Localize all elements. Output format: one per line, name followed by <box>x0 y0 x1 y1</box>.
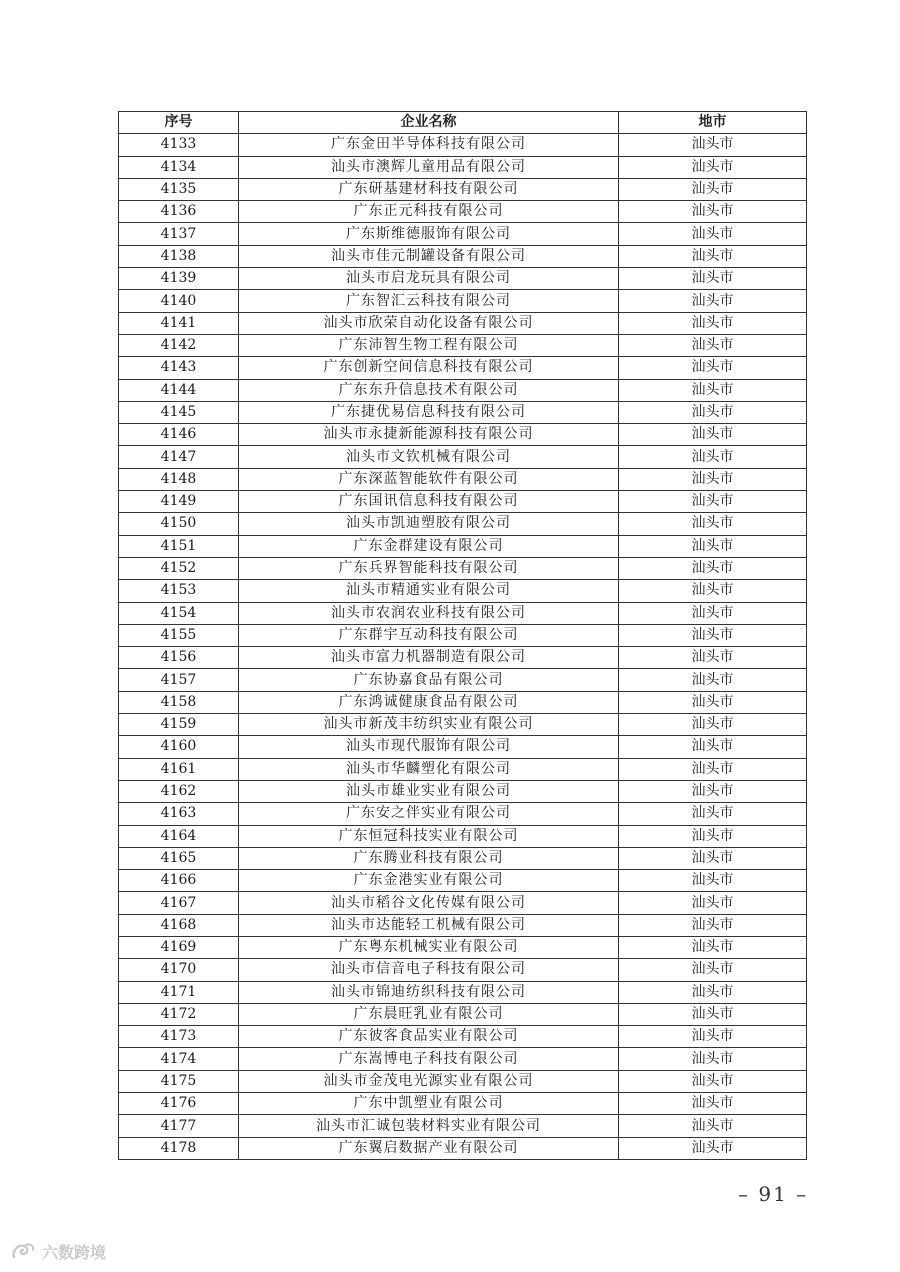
company-name-cell: 广东中凯塑业有限公司 <box>239 1093 619 1115</box>
serial-number-cell: 4161 <box>119 758 239 780</box>
city-cell: 汕头市 <box>619 513 807 535</box>
company-name-cell: 汕头市达能轻工机械有限公司 <box>239 914 619 936</box>
watermark-text: 六数跨境 <box>42 1243 107 1262</box>
table-row <box>119 156 807 178</box>
company-name-cell: 广东金港实业有限公司 <box>239 870 619 892</box>
company-name-cell: 广东腾业科技有限公司 <box>239 847 619 869</box>
table-row <box>119 268 807 290</box>
company-name-cell: 广东群宇互动科技有限公司 <box>239 624 619 646</box>
serial-number-cell: 4141 <box>119 312 239 334</box>
table-row <box>119 758 807 780</box>
city-cell: 汕头市 <box>619 1093 807 1115</box>
company-name-cell: 广东鸿诚健康食品有限公司 <box>239 691 619 713</box>
city-cell: 汕头市 <box>619 468 807 490</box>
city-cell: 汕头市 <box>619 178 807 200</box>
city-cell: 汕头市 <box>619 624 807 646</box>
serial-number-cell: 4149 <box>119 491 239 513</box>
company-name-cell: 汕头市精通实业有限公司 <box>239 580 619 602</box>
city-cell: 汕头市 <box>619 580 807 602</box>
company-name-cell: 广东东升信息技术有限公司 <box>239 379 619 401</box>
company-name-cell: 广东斯维德服饰有限公司 <box>239 223 619 245</box>
company-name-cell: 广东恒冠科技实业有限公司 <box>239 825 619 847</box>
city-cell: 汕头市 <box>619 870 807 892</box>
city-cell: 汕头市 <box>619 446 807 468</box>
table-row <box>119 870 807 892</box>
company-name-cell: 广东沛智生物工程有限公司 <box>239 334 619 356</box>
table-header <box>119 112 807 134</box>
serial-number-cell: 4138 <box>119 245 239 267</box>
serial-number-cell: 4145 <box>119 401 239 423</box>
company-name-cell: 广东嵩博电子科技有限公司 <box>239 1048 619 1070</box>
table-row <box>119 580 807 602</box>
company-name-cell: 广东粤东机械实业有限公司 <box>239 936 619 958</box>
company-name-cell: 广东翼启数据产业有限公司 <box>239 1137 619 1159</box>
company-name-cell: 广东国讯信息科技有限公司 <box>239 491 619 513</box>
table-row <box>119 914 807 936</box>
city-cell: 汕头市 <box>619 714 807 736</box>
city-cell: 汕头市 <box>619 892 807 914</box>
table-row <box>119 647 807 669</box>
serial-number-cell: 4171 <box>119 981 239 1003</box>
table-row <box>119 424 807 446</box>
serial-number-cell: 4146 <box>119 424 239 446</box>
city-cell: 汕头市 <box>619 803 807 825</box>
table-row <box>119 714 807 736</box>
city-cell: 汕头市 <box>619 981 807 1003</box>
serial-number-cell: 4134 <box>119 156 239 178</box>
table-row <box>119 825 807 847</box>
city-cell: 汕头市 <box>619 959 807 981</box>
table-row <box>119 334 807 356</box>
serial-number-cell: 4154 <box>119 602 239 624</box>
table-row <box>119 1137 807 1159</box>
serial-number-cell: 4170 <box>119 959 239 981</box>
table-row <box>119 1093 807 1115</box>
watermark <box>10 1240 106 1263</box>
table-row <box>119 736 807 758</box>
table-row <box>119 669 807 691</box>
table-row <box>119 401 807 423</box>
serial-number-cell: 4156 <box>119 647 239 669</box>
table-row <box>119 557 807 579</box>
table-row <box>119 1048 807 1070</box>
serial-number-cell: 4167 <box>119 892 239 914</box>
serial-number-cell: 4139 <box>119 268 239 290</box>
company-name-cell: 广东金田半导体科技有限公司 <box>239 134 619 156</box>
logo-swirl-icon <box>10 1241 36 1263</box>
city-cell: 汕头市 <box>619 535 807 557</box>
table-row <box>119 1115 807 1137</box>
serial-number-cell: 4157 <box>119 669 239 691</box>
table-row <box>119 892 807 914</box>
company-name-cell: 汕头市新茂丰纺织实业有限公司 <box>239 714 619 736</box>
table-row <box>119 847 807 869</box>
table-row <box>119 535 807 557</box>
company-name-cell: 汕头市澳辉儿童用品有限公司 <box>239 156 619 178</box>
company-name-cell: 广东晨旺乳业有限公司 <box>239 1003 619 1025</box>
city-cell: 汕头市 <box>619 223 807 245</box>
city-cell: 汕头市 <box>619 134 807 156</box>
serial-number-cell: 4143 <box>119 357 239 379</box>
table-row <box>119 201 807 223</box>
serial-number-cell: 4174 <box>119 1048 239 1070</box>
city-cell: 汕头市 <box>619 669 807 691</box>
table-row <box>119 624 807 646</box>
city-cell: 汕头市 <box>619 201 807 223</box>
city-cell: 汕头市 <box>619 424 807 446</box>
table-row <box>119 134 807 156</box>
city-cell: 汕头市 <box>619 1070 807 1092</box>
table-row <box>119 513 807 535</box>
serial-number-cell: 4178 <box>119 1137 239 1159</box>
header-city: 地市 <box>619 112 807 134</box>
serial-number-cell: 4148 <box>119 468 239 490</box>
company-name-cell: 汕头市欣荣自动化设备有限公司 <box>239 312 619 334</box>
company-name-cell: 汕头市启龙玩具有限公司 <box>239 268 619 290</box>
table-row <box>119 468 807 490</box>
table-row <box>119 223 807 245</box>
table-row <box>119 379 807 401</box>
table-row <box>119 290 807 312</box>
company-name-cell: 汕头市永捷新能源科技有限公司 <box>239 424 619 446</box>
city-cell: 汕头市 <box>619 491 807 513</box>
company-name-cell: 汕头市佳元制罐设备有限公司 <box>239 245 619 267</box>
serial-number-cell: 4137 <box>119 223 239 245</box>
serial-number-cell: 4158 <box>119 691 239 713</box>
company-name-cell: 广东正元科技有限公司 <box>239 201 619 223</box>
serial-number-cell: 4142 <box>119 334 239 356</box>
company-name-cell: 汕头市华麟塑化有限公司 <box>239 758 619 780</box>
serial-number-cell: 4135 <box>119 178 239 200</box>
table-row <box>119 981 807 1003</box>
city-cell: 汕头市 <box>619 1048 807 1070</box>
city-cell: 汕头市 <box>619 691 807 713</box>
table-row <box>119 357 807 379</box>
table-row <box>119 959 807 981</box>
table-row <box>119 803 807 825</box>
company-name-cell: 广东协嘉食品有限公司 <box>239 669 619 691</box>
serial-number-cell: 4133 <box>119 134 239 156</box>
serial-number-cell: 4164 <box>119 825 239 847</box>
serial-number-cell: 4144 <box>119 379 239 401</box>
table-row <box>119 491 807 513</box>
company-name-cell: 汕头市雄业实业有限公司 <box>239 780 619 802</box>
company-name-cell: 汕头市信音电子科技有限公司 <box>239 959 619 981</box>
city-cell: 汕头市 <box>619 401 807 423</box>
city-cell: 汕头市 <box>619 379 807 401</box>
company-name-cell: 汕头市富力机器制造有限公司 <box>239 647 619 669</box>
company-name-cell: 广东金群建设有限公司 <box>239 535 619 557</box>
company-name-cell: 广东创新空间信息科技有限公司 <box>239 357 619 379</box>
city-cell: 汕头市 <box>619 736 807 758</box>
serial-number-cell: 4175 <box>119 1070 239 1092</box>
city-cell: 汕头市 <box>619 1026 807 1048</box>
company-name-cell: 广东智汇云科技有限公司 <box>239 290 619 312</box>
serial-number-cell: 4160 <box>119 736 239 758</box>
enterprise-table <box>118 111 807 1160</box>
company-name-cell: 广东彼客食品实业有限公司 <box>239 1026 619 1048</box>
city-cell: 汕头市 <box>619 847 807 869</box>
page-number: – 91 – <box>738 1182 809 1206</box>
header-serial-number: 序号 <box>119 112 239 134</box>
table-row <box>119 178 807 200</box>
company-name-cell: 汕头市稻谷文化传媒有限公司 <box>239 892 619 914</box>
company-name-cell: 广东深蓝智能软件有限公司 <box>239 468 619 490</box>
serial-number-cell: 4172 <box>119 1003 239 1025</box>
serial-number-cell: 4165 <box>119 847 239 869</box>
company-name-cell: 汕头市汇诚包装材料实业有限公司 <box>239 1115 619 1137</box>
city-cell: 汕头市 <box>619 557 807 579</box>
serial-number-cell: 4163 <box>119 803 239 825</box>
company-name-cell: 汕头市现代服饰有限公司 <box>239 736 619 758</box>
city-cell: 汕头市 <box>619 357 807 379</box>
city-cell: 汕头市 <box>619 1137 807 1159</box>
company-name-cell: 广东研基建材科技有限公司 <box>239 178 619 200</box>
city-cell: 汕头市 <box>619 914 807 936</box>
table-body <box>119 134 807 1160</box>
serial-number-cell: 4153 <box>119 580 239 602</box>
company-name-cell: 汕头市农润农业科技有限公司 <box>239 602 619 624</box>
city-cell: 汕头市 <box>619 825 807 847</box>
table-row <box>119 446 807 468</box>
company-name-cell: 汕头市锦迪纺织科技有限公司 <box>239 981 619 1003</box>
city-cell: 汕头市 <box>619 602 807 624</box>
serial-number-cell: 4155 <box>119 624 239 646</box>
table-row <box>119 245 807 267</box>
serial-number-cell: 4168 <box>119 914 239 936</box>
enterprise-table-container <box>118 111 806 1160</box>
header-row <box>119 112 807 134</box>
city-cell: 汕头市 <box>619 1003 807 1025</box>
city-cell: 汕头市 <box>619 758 807 780</box>
serial-number-cell: 4140 <box>119 290 239 312</box>
city-cell: 汕头市 <box>619 1115 807 1137</box>
city-cell: 汕头市 <box>619 936 807 958</box>
city-cell: 汕头市 <box>619 334 807 356</box>
company-name-cell: 广东捷优易信息科技有限公司 <box>239 401 619 423</box>
serial-number-cell: 4166 <box>119 870 239 892</box>
table-row <box>119 1070 807 1092</box>
table-row <box>119 691 807 713</box>
city-cell: 汕头市 <box>619 268 807 290</box>
serial-number-cell: 4136 <box>119 201 239 223</box>
serial-number-cell: 4152 <box>119 557 239 579</box>
serial-number-cell: 4169 <box>119 936 239 958</box>
city-cell: 汕头市 <box>619 647 807 669</box>
company-name-cell: 广东安之伴实业有限公司 <box>239 803 619 825</box>
header-company-name: 企业名称 <box>239 112 619 134</box>
serial-number-cell: 4176 <box>119 1093 239 1115</box>
city-cell: 汕头市 <box>619 156 807 178</box>
serial-number-cell: 4177 <box>119 1115 239 1137</box>
table-row <box>119 602 807 624</box>
serial-number-cell: 4173 <box>119 1026 239 1048</box>
serial-number-cell: 4151 <box>119 535 239 557</box>
city-cell: 汕头市 <box>619 780 807 802</box>
table-row <box>119 780 807 802</box>
serial-number-cell: 4162 <box>119 780 239 802</box>
table-row <box>119 1026 807 1048</box>
table-row <box>119 312 807 334</box>
city-cell: 汕头市 <box>619 245 807 267</box>
serial-number-cell: 4147 <box>119 446 239 468</box>
city-cell: 汕头市 <box>619 290 807 312</box>
city-cell: 汕头市 <box>619 312 807 334</box>
company-name-cell: 汕头市文钦机械有限公司 <box>239 446 619 468</box>
table-row <box>119 1003 807 1025</box>
table-row <box>119 936 807 958</box>
company-name-cell: 汕头市金茂电光源实业有限公司 <box>239 1070 619 1092</box>
serial-number-cell: 4150 <box>119 513 239 535</box>
serial-number-cell: 4159 <box>119 714 239 736</box>
company-name-cell: 广东兵界智能科技有限公司 <box>239 557 619 579</box>
company-name-cell: 汕头市凯迪塑胶有限公司 <box>239 513 619 535</box>
